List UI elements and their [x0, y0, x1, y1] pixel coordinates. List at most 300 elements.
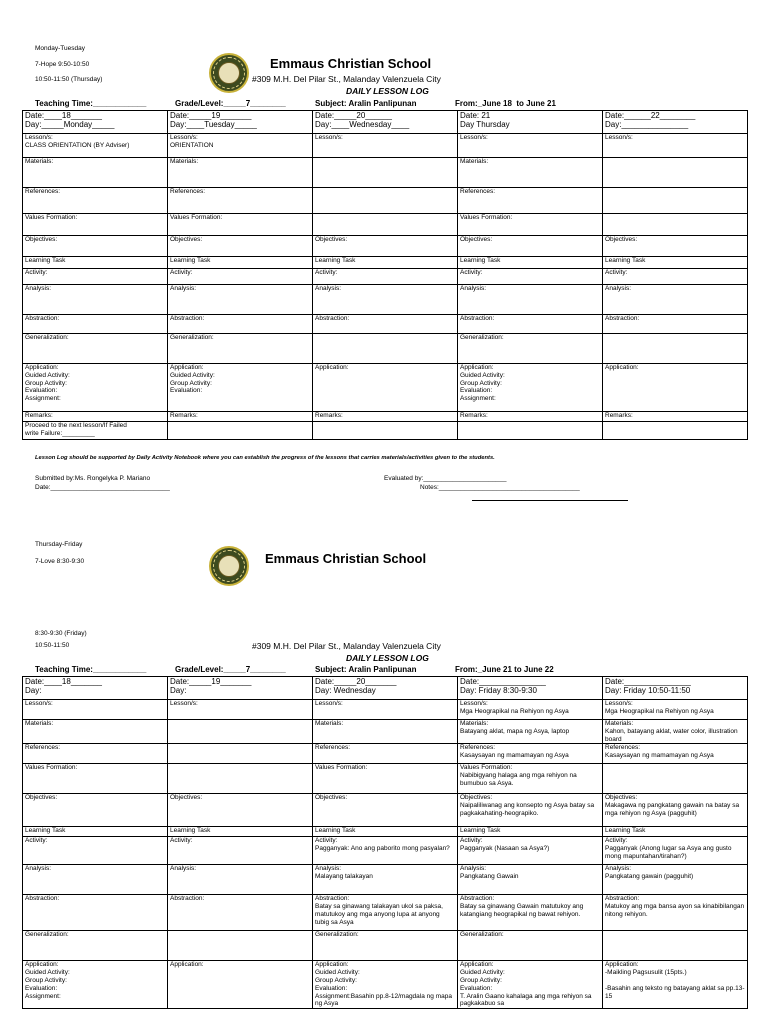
table-cell [313, 236, 458, 257]
table-cell [603, 257, 748, 269]
cell-text: Abstraction: [170, 895, 205, 903]
table-cell [458, 285, 603, 315]
table-cell [313, 334, 458, 364]
date: Date:_____19_______ [170, 677, 252, 686]
table-row [23, 334, 748, 364]
table-row [23, 134, 748, 158]
table-cell [603, 764, 748, 794]
table-cell [313, 315, 458, 334]
table-cell [168, 334, 313, 364]
bottom-address: #309 M.H. Del Pilar St., Malanday Valenzuela City [252, 641, 441, 651]
table-cell [23, 412, 168, 422]
table-row [23, 700, 748, 720]
cell-text: Values Formation: [25, 214, 78, 221]
table-cell [313, 257, 458, 269]
table-cell [168, 188, 313, 214]
bottom-subject: Subject: Aralin Panlipunan [315, 665, 417, 674]
cell-text: Abstraction: Batay sa ginawang Gawain matutukoy ang katangiang heograpikal ng bawat rehiyon. [460, 895, 584, 918]
cell-text: Application: [315, 364, 349, 371]
cell-text: Remarks: [25, 412, 53, 419]
bottom-teaching-time: Teaching Time:____________ [35, 665, 147, 674]
bottom-date-cell [313, 677, 458, 700]
table-cell [23, 961, 168, 1009]
top-submitted-by: Submitted by:Ms. Rongelyka P. Mariano [35, 475, 151, 482]
table-cell [23, 865, 168, 895]
bottom-date-cell [603, 677, 748, 700]
bottom-schedule-line-2: 7-Love 8:30-9:30 [35, 558, 85, 565]
school-logo [209, 546, 249, 586]
table-cell [458, 269, 603, 285]
table-row [23, 364, 748, 412]
cell-text: Learning Task [460, 257, 501, 264]
table-cell [168, 269, 313, 285]
day: Day:____Tuesday_____ [170, 120, 257, 130]
bottom-school-name: Emmaus Christian School [265, 551, 427, 566]
cell-text: Values Formation: [170, 214, 223, 221]
table-cell [23, 257, 168, 269]
top-school-name: Emmaus Christian School [270, 56, 432, 71]
table-cell [458, 257, 603, 269]
table-cell [168, 236, 313, 257]
table-cell [603, 214, 748, 236]
table-cell [603, 269, 748, 285]
cell-text: Objectives: [315, 794, 348, 802]
day: Day:_____Monday_____ [25, 120, 115, 130]
table-cell [458, 700, 603, 720]
table-cell [23, 720, 168, 744]
bottom-schedule-line-3: 8:30-9:30 (Friday) [35, 630, 87, 637]
cell-text: Values Formation: [460, 214, 513, 221]
table-cell [313, 269, 458, 285]
bottom-log-title: DAILY LESSON LOG [346, 653, 429, 663]
table-cell [168, 720, 313, 744]
bottom-grade-level: Grade/Level:_____7________ [175, 665, 286, 674]
table-cell [168, 827, 313, 837]
top-schedule-line-2: 7-Hope 9:50-10:50 [35, 61, 90, 68]
cell-text: Abstraction: [170, 315, 205, 322]
cell-text: Objectives: [460, 236, 493, 243]
cell-text: References: [25, 188, 61, 195]
table-cell [603, 931, 748, 961]
cell-text: Abstraction: [460, 315, 495, 322]
table-cell [603, 285, 748, 315]
top-date-cell [168, 111, 313, 134]
cell-text: Values Formation: [25, 764, 78, 772]
table-cell [603, 364, 748, 412]
cell-text: Remarks: [315, 412, 343, 419]
table-row [23, 961, 748, 1009]
bottom-schedule-line-4: 10:50-11:50 [35, 642, 70, 649]
cell-text: Application: -Maikling Pagsusulit (15pts.) -Basahin ang teksto ng batayang aklat sa pp.13-15 [605, 961, 745, 1000]
table-cell [458, 236, 603, 257]
table-cell [603, 188, 748, 214]
cell-text: Lesson/s: [25, 700, 53, 707]
cell-text: Application: Guided Activity: Group Activity: Evaluation: Assignment:Basahin pp.8-12/magdala ng mapa ng Asya [315, 961, 452, 1008]
cell-text: Activity: Pagganyak (Nasaan sa Asya?) [460, 837, 550, 853]
table-cell [23, 334, 168, 364]
table-cell [603, 827, 748, 837]
cell-text: Activity: Pagganyak: Ano ang paborito mong pasyalan? [315, 837, 450, 853]
table-cell [168, 837, 313, 865]
table-cell [168, 764, 313, 794]
table-cell [23, 931, 168, 961]
table-row [23, 269, 748, 285]
top-date-cell [23, 111, 168, 134]
table-cell [168, 744, 313, 764]
cell-text: Materials: [25, 720, 54, 727]
table-cell [458, 764, 603, 794]
table-cell [168, 134, 313, 158]
table-cell [603, 961, 748, 1009]
cell-text: Objectives: [25, 236, 58, 243]
top-notes: Notes:_______________________________________ [420, 484, 580, 491]
table-cell [458, 744, 603, 764]
table-row [23, 412, 748, 422]
table-cell [603, 315, 748, 334]
top-from: From:_June 18 to June 21 [455, 99, 556, 108]
table-cell [23, 285, 168, 315]
table-cell [23, 315, 168, 334]
table-cell [313, 865, 458, 895]
table-row [23, 720, 748, 744]
day: Day: Friday 8:30-9:30 [460, 686, 537, 696]
table-cell [313, 158, 458, 188]
table-cell [603, 334, 748, 364]
date: Date:_____20______ [315, 111, 392, 120]
cell-text: Analysis: [460, 285, 487, 292]
cell-text: Activity: Pagganyak (Anong lugar sa Asya ang gusto mong mapuntahan/tirahan?) [605, 837, 732, 860]
cell-text: Analysis: Pangkatang gawain (pagguhit) [605, 865, 694, 881]
date: Date:____18_______ [25, 111, 102, 120]
cell-text: Abstraction: Batay sa ginawang talakayan ukol sa paksa, matutukoy ang mga anyong lupa at anyong tubig sa Asya [315, 895, 443, 926]
date: Date:______22________ [605, 111, 696, 120]
table-cell [313, 134, 458, 158]
cell-text: Learning Task [25, 257, 66, 264]
table-cell [458, 837, 603, 865]
table-cell [603, 158, 748, 188]
date: Date:____18_______ [25, 677, 102, 686]
cell-text: References: [460, 188, 496, 195]
table-cell [603, 700, 748, 720]
table-cell [603, 794, 748, 827]
cell-text: Objectives: [25, 794, 58, 802]
table-row [23, 865, 748, 895]
table-cell [313, 214, 458, 236]
table-cell [313, 700, 458, 720]
table-cell [603, 837, 748, 865]
table-cell [168, 214, 313, 236]
day: Day:_______________ [605, 120, 689, 130]
top-schedule-line-1: Monday-Tuesday [35, 45, 85, 52]
table-row [23, 931, 748, 961]
cell-text: Lesson/s: Mga Heograpikal na Rehiyon ng Asya [605, 700, 714, 715]
table-cell [458, 961, 603, 1009]
table-cell [23, 214, 168, 236]
cell-text: Analysis: [170, 285, 197, 292]
table-cell [23, 895, 168, 931]
cell-text: Materials: [25, 158, 54, 165]
date: Date: 21 [460, 111, 491, 120]
table-cell [23, 794, 168, 827]
table-row [23, 236, 748, 257]
cell-text: Learning Task [460, 827, 501, 835]
top-log-title: DAILY LESSON LOG [346, 86, 429, 96]
cell-text: Values Formation: [315, 764, 368, 772]
table-cell [458, 364, 603, 412]
cell-text: Learning Task [315, 827, 356, 835]
day: Day:____Wednesday____ [315, 120, 410, 130]
cell-text: Activity: [170, 269, 193, 276]
bottom-date-cell [168, 677, 313, 700]
table-cell [313, 931, 458, 961]
day: Day: [170, 686, 187, 696]
cell-text: References: [315, 744, 351, 752]
cell-text: Objectives: [315, 236, 348, 243]
cell-text: Remarks: [605, 412, 633, 419]
cell-text: Application: Guided Activity: Group Activity: Evaluation: Assignment: [25, 364, 70, 403]
table-cell [603, 865, 748, 895]
table-cell [168, 865, 313, 895]
top-grade-level: Grade/Level:_____7________ [175, 99, 286, 108]
cell-text: References: [25, 744, 61, 752]
table-cell [313, 837, 458, 865]
table-cell [168, 700, 313, 720]
top-note: Lesson Log should be supported by Daily Activity Notebook where you can establish the progress of the lessons that carries materials/activities given to the students. [35, 455, 495, 461]
table-cell [168, 422, 313, 440]
cell-text: Objectives: Naipaliliwanag ang konsepto ng Asya batay sa pagkakahating-heograpiko. [460, 794, 595, 817]
top-schedule-line-3: 10:50-11:50 (Thursday) [35, 76, 103, 83]
cell-text: Materials: [460, 158, 489, 165]
table-cell [168, 794, 313, 827]
cell-text: Application: [605, 364, 639, 371]
cell-text: Remarks: [170, 412, 198, 419]
top-subject: Subject: Aralin Panlipunan [315, 99, 417, 108]
school-logo [209, 53, 249, 93]
cell-text: Activity: [25, 837, 48, 845]
table-cell [168, 158, 313, 188]
table-row [23, 285, 748, 315]
date: Date:_______________ [460, 677, 546, 686]
cell-text: Application: Guided Activity: Group Activity: Evaluation: Assignment: [460, 364, 505, 403]
cell-text: Abstraction: [315, 315, 350, 322]
top-date-cell [603, 111, 748, 134]
cell-text: Analysis: [25, 285, 52, 292]
date: Date:_______________ [605, 677, 691, 686]
table-cell [23, 827, 168, 837]
top-lesson-log-table [22, 110, 748, 440]
table-cell [603, 236, 748, 257]
table-cell [603, 720, 748, 744]
table-cell [23, 134, 168, 158]
cell-text: Proceed to the next lesson/If Failed write Failure:_________ [25, 422, 127, 437]
table-cell [603, 422, 748, 440]
table-cell [168, 285, 313, 315]
table-row [23, 837, 748, 865]
table-cell [313, 794, 458, 827]
cell-text: Lesson/s: [605, 134, 633, 141]
table-row [23, 422, 748, 440]
cell-text: Activity: [315, 269, 338, 276]
cell-text: Application: Guided Activity: Group Activity: Evaluation: Assignment: [25, 961, 70, 1000]
table-cell [603, 134, 748, 158]
table-row [23, 895, 748, 931]
table-cell [313, 285, 458, 315]
table-cell [458, 827, 603, 837]
cell-text: References: Kasaysayan ng mamamayan ng Asya [460, 744, 569, 760]
top-teaching-time: Teaching Time:____________ [35, 99, 147, 108]
bottom-from: From:_June 21 to June 22 [455, 665, 554, 674]
table-cell [168, 412, 313, 422]
cell-text: Activity: [605, 269, 628, 276]
table-row [23, 744, 748, 764]
table-cell [168, 257, 313, 269]
cell-text: Learning Task [170, 827, 211, 835]
table-row [23, 257, 748, 269]
table-cell [313, 188, 458, 214]
bottom-date-cell [458, 677, 603, 700]
bottom-date-cell [23, 677, 168, 700]
table-cell [313, 895, 458, 931]
cell-text: Generalization: [170, 334, 214, 341]
bottom-schedule-line-1: Thursday-Friday [35, 541, 83, 548]
table-row [23, 315, 748, 334]
table-cell [313, 720, 458, 744]
table-cell [168, 315, 313, 334]
table-cell [458, 158, 603, 188]
day: Day Thursday [460, 120, 510, 130]
cell-text: Learning Task [605, 827, 646, 835]
day: Day: [25, 686, 42, 696]
cell-text: Generalization: [460, 334, 504, 341]
cell-text: Lesson/s: [460, 134, 488, 141]
cell-text: Objectives: Makagawa ng pangkatang gawain na batay sa mga rehiyon ng Asya (pagguhit) [605, 794, 740, 817]
cell-text: Lesson/s: [315, 700, 343, 707]
table-cell [313, 961, 458, 1009]
cell-text: Abstraction: [25, 895, 60, 903]
cell-text: Lesson/s: Mga Heograpikal na Rehiyon ng Asya [460, 700, 569, 715]
top-date-cell [313, 111, 458, 134]
table-cell [23, 764, 168, 794]
table-cell [458, 134, 603, 158]
top-date-line: Date:_________________________________ [35, 484, 170, 491]
cell-text: Learning Task [25, 827, 66, 835]
table-cell [168, 931, 313, 961]
table-row [23, 158, 748, 188]
table-cell [168, 961, 313, 1009]
top-date-cell [458, 111, 603, 134]
table-cell [23, 364, 168, 412]
table-cell [458, 412, 603, 422]
cell-text: Materials: Batayang aklat, mapa ng Asya, laptop [460, 720, 570, 735]
cell-text: Learning Task [605, 257, 646, 264]
day: Day: Wednesday [315, 686, 376, 696]
cell-text: Activity: [170, 837, 193, 845]
cell-text: Analysis: [170, 865, 197, 873]
table-cell [458, 214, 603, 236]
table-cell [603, 895, 748, 931]
table-cell [23, 269, 168, 285]
cell-text: Generalization: [25, 931, 69, 939]
table-cell [458, 895, 603, 931]
table-cell [23, 700, 168, 720]
cell-text: Abstraction: [605, 315, 640, 322]
cell-text: Analysis: Malayang talakayan [315, 865, 373, 881]
cell-text: Objectives: [170, 794, 203, 802]
top-address: #309 M.H. Del Pilar St., Malanday Valenzuela City [252, 74, 441, 84]
cell-text: Generalization: [315, 931, 359, 939]
table-cell [458, 865, 603, 895]
table-cell [313, 422, 458, 440]
date: Date:_____20_______ [315, 677, 397, 686]
table-cell [23, 188, 168, 214]
table-cell [313, 827, 458, 837]
cell-text: Lesson/s: CLASS ORIENTATION (BY Adviser) [25, 134, 130, 149]
cell-text: Analysis: [25, 865, 52, 873]
cell-text: Generalization: [460, 931, 504, 939]
cell-text: Objectives: [170, 236, 203, 243]
cell-text: Materials: [315, 720, 344, 727]
table-cell [23, 744, 168, 764]
table-cell [458, 422, 603, 440]
cell-text: Lesson/s: ORIENTATION [170, 134, 214, 149]
cell-text: Objectives: [605, 236, 638, 243]
cell-text: Analysis: [605, 285, 632, 292]
signature-line [472, 500, 628, 501]
cell-text: Activity: [460, 269, 483, 276]
cell-text: Application: Guided Activity: Group Activity: Evaluation: T. Aralin Gaano kahalaga ang mga rehiyon sa pagkakabuo sa [460, 961, 592, 1008]
cell-text: Abstraction: [25, 315, 60, 322]
table-cell [458, 931, 603, 961]
cell-text: Application: [170, 961, 204, 969]
cell-text: Remarks: [460, 412, 488, 419]
top-evaluated-by: Evaluated by:_______________________ [384, 475, 507, 482]
cell-text: Learning Task [315, 257, 356, 264]
table-cell [313, 412, 458, 422]
table-cell [23, 236, 168, 257]
table-cell [313, 764, 458, 794]
cell-text: Generalization: [25, 334, 69, 341]
cell-text: Values Formation: Nabibigyang halaga ang mga rehiyon na bumubuo sa Asya. [460, 764, 577, 787]
cell-text: Learning Task [170, 257, 211, 264]
table-cell [458, 315, 603, 334]
cell-text: Materials: Kahon, batayang aklat, water color, illustration board [605, 720, 738, 743]
table-cell [313, 364, 458, 412]
table-cell [313, 744, 458, 764]
table-cell [168, 895, 313, 931]
cell-text: Lesson/s: [170, 700, 198, 707]
cell-text: Analysis: [315, 285, 342, 292]
table-row [23, 188, 748, 214]
cell-text: Analysis: Pangkatang Gawain [460, 865, 519, 881]
table-row [23, 764, 748, 794]
table-cell [458, 794, 603, 827]
date: Date:_____19_______ [170, 111, 252, 120]
cell-text: Lesson/s: [315, 134, 343, 141]
table-cell [23, 837, 168, 865]
cell-text: Application: Guided Activity: Group Activity: Evaluation: [170, 364, 215, 395]
day: Day: Friday 10:50-11:50 [605, 686, 691, 696]
cell-text: References: [170, 188, 206, 195]
table-cell [168, 364, 313, 412]
table-row [23, 794, 748, 827]
table-cell [603, 744, 748, 764]
table-row [23, 827, 748, 837]
cell-text: References: Kasaysayan ng mamamayan ng Asya [605, 744, 714, 760]
table-cell [23, 422, 168, 440]
bottom-lesson-log-table [22, 676, 748, 1009]
table-row [23, 214, 748, 236]
table-cell [23, 158, 168, 188]
